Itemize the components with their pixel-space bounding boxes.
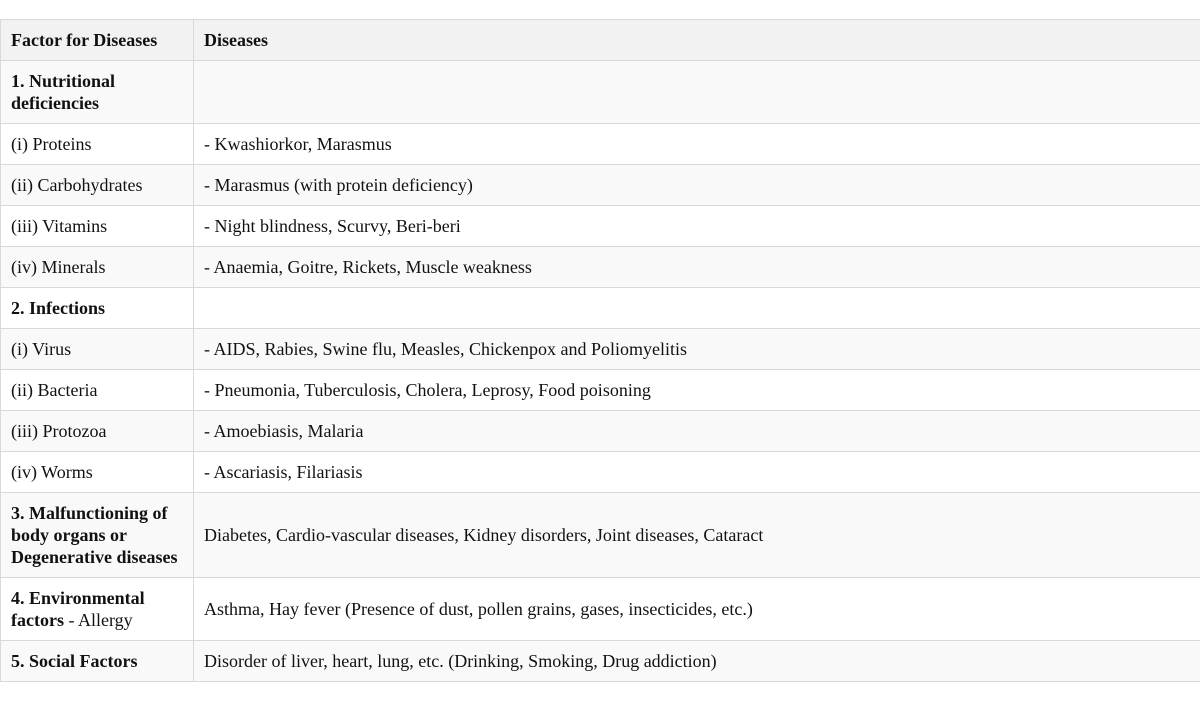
diseases-cell: - Marasmus (with protein deficiency): [194, 165, 1200, 206]
diseases-cell: [194, 288, 1200, 329]
diseases-cell: Disorder of liver, heart, lung, etc. (Drinking, Smoking, Drug addiction): [194, 641, 1200, 682]
diseases-cell: - Ascariasis, Filariasis: [194, 452, 1200, 493]
factor-label: (iii) Vitamins: [11, 216, 108, 236]
factor-cell: [1, 247, 194, 288]
factor-label: 1. Nutritional deficiencies: [11, 71, 116, 113]
factor-cell: [1, 206, 194, 247]
diseases-cell: - Night blindness, Scurvy, Beri-beri: [194, 206, 1200, 247]
column-header-factor: Factor for Diseases: [1, 20, 194, 61]
column-header-diseases: Diseases: [194, 20, 1200, 61]
factor-label: (iv) Worms: [11, 462, 93, 482]
factor-label: (ii) Carbohydrates: [11, 175, 143, 195]
diseases-cell: - Anaemia, Goitre, Rickets, Muscle weakness: [194, 247, 1200, 288]
diseases-cell: [194, 61, 1200, 124]
table-row: [1, 247, 1200, 288]
factor-cell: [1, 370, 194, 411]
diseases-cell: Asthma, Hay fever (Presence of dust, pollen grains, gases, insecticides, etc.): [194, 578, 1200, 641]
factor-cell: [1, 411, 194, 452]
table-row: [1, 493, 1200, 578]
factor-cell: [1, 124, 194, 165]
factor-label: (i) Virus: [11, 339, 72, 359]
factor-cell: [1, 329, 194, 370]
table-row: [1, 329, 1200, 370]
diseases-cell: - Kwashiorkor, Marasmus: [194, 124, 1200, 165]
table-row: [1, 288, 1200, 329]
factor-cell: [1, 61, 194, 124]
factor-label: 5. Social Factors: [11, 651, 138, 671]
factor-suffix: - Allergy: [63, 610, 133, 630]
table-row: [1, 61, 1200, 124]
table-row: [1, 206, 1200, 247]
factor-cell: [1, 578, 194, 641]
factor-cell: [1, 493, 194, 578]
table-row: [1, 452, 1200, 493]
factor-cell: [1, 641, 194, 682]
factor-cell: [1, 288, 194, 329]
table-row: [1, 370, 1200, 411]
table-header-row: [1, 20, 1200, 61]
factor-cell: [1, 452, 194, 493]
diseases-cell: - Pneumonia, Tuberculosis, Cholera, Leprosy, Food poisoning: [194, 370, 1200, 411]
factor-cell: [1, 165, 194, 206]
factor-label: (iii) Protozoa: [11, 421, 107, 441]
table-row: [1, 578, 1200, 641]
factor-label: (ii) Bacteria: [11, 380, 98, 400]
table-row: [1, 165, 1200, 206]
factor-label: (iv) Minerals: [11, 257, 106, 277]
diseases-table: [0, 19, 1200, 682]
table-row: [1, 641, 1200, 682]
factor-label: 3. Malfunctioning of body organs or Degenerative diseases: [11, 503, 178, 567]
diseases-cell: Diabetes, Cardio-vascular diseases, Kidney disorders, Joint diseases, Cataract: [194, 493, 1200, 578]
factor-label: 4. Environmental factors: [11, 588, 145, 630]
diseases-cell: - Amoebiasis, Malaria: [194, 411, 1200, 452]
factor-label: (i) Proteins: [11, 134, 92, 154]
diseases-cell: - AIDS, Rabies, Swine flu, Measles, Chickenpox and Poliomyelitis: [194, 329, 1200, 370]
factor-label: 2. Infections: [11, 298, 105, 318]
table-row: [1, 124, 1200, 165]
table-row: [1, 411, 1200, 452]
